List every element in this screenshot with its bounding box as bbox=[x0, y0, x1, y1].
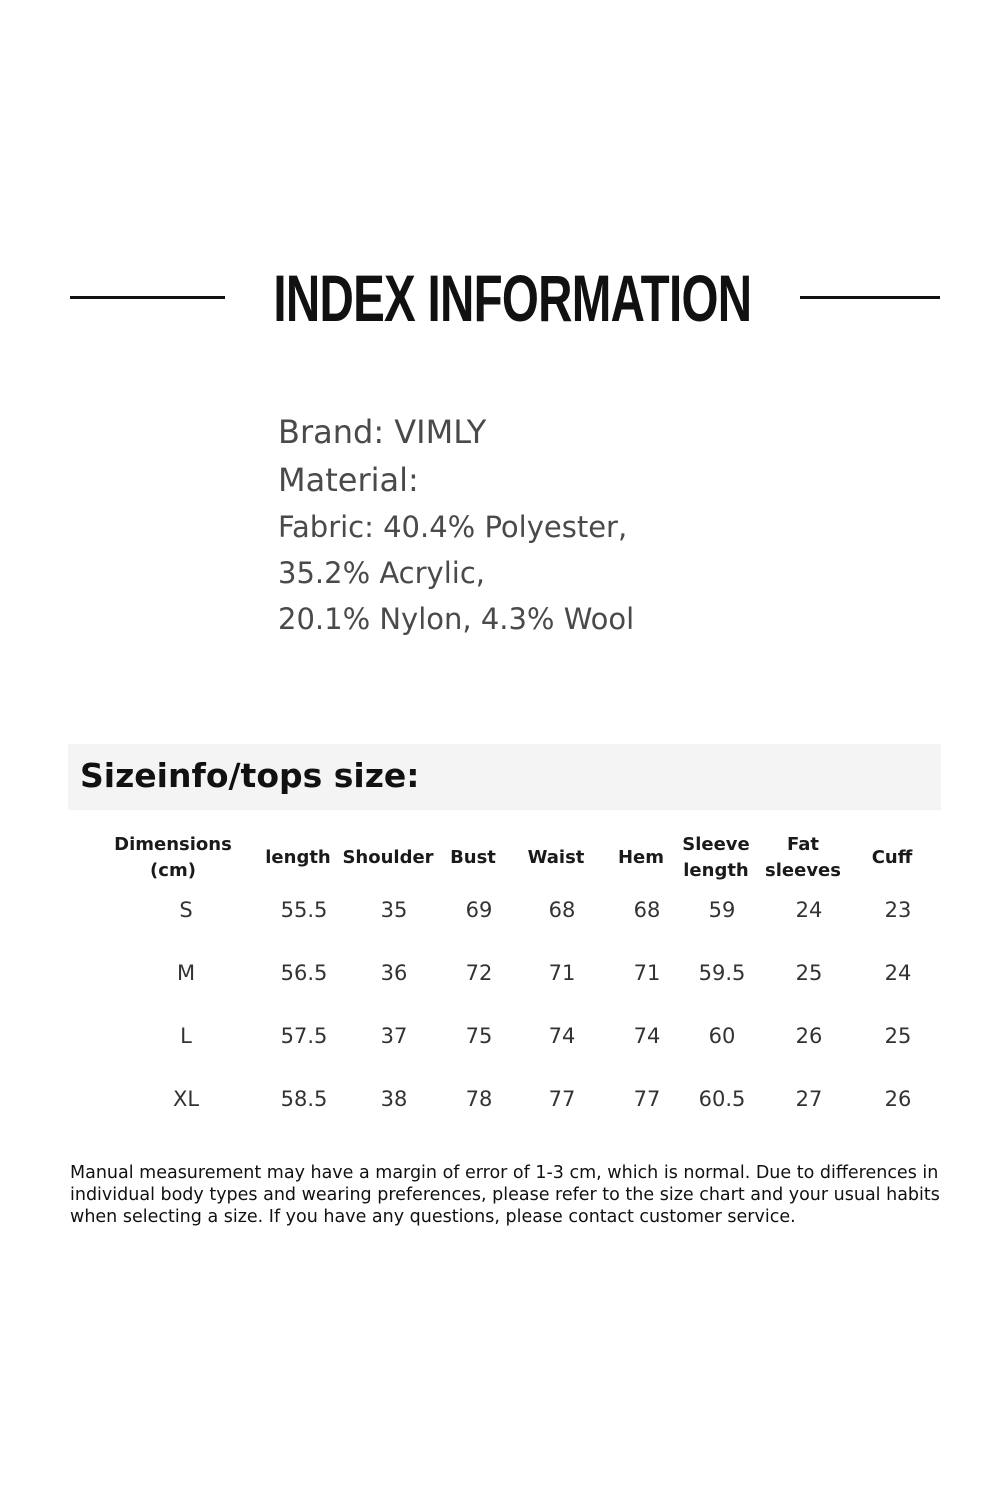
table-cell: 24 bbox=[795, 898, 823, 922]
column-header: Dimensions (cm) bbox=[114, 834, 232, 881]
table-cell: 71 bbox=[633, 961, 661, 985]
table-cell: 23 bbox=[884, 898, 912, 922]
table-cell: 57.5 bbox=[280, 1024, 328, 1048]
table-cell: 38 bbox=[380, 1087, 408, 1111]
table-cell: 36 bbox=[380, 961, 408, 985]
column-header: Waist bbox=[527, 847, 585, 868]
table-cell: 72 bbox=[465, 961, 493, 985]
table-cell: 60 bbox=[708, 1024, 736, 1048]
title-rule-right bbox=[800, 296, 940, 299]
table-cell: 69 bbox=[465, 898, 493, 922]
table-cell: 25 bbox=[795, 961, 823, 985]
table-cell: 74 bbox=[548, 1024, 576, 1048]
table-cell: 77 bbox=[633, 1087, 661, 1111]
brand-line: Brand: VIMLY bbox=[278, 413, 487, 451]
table-row bbox=[70, 1079, 940, 1119]
table-cell: 25 bbox=[884, 1024, 912, 1048]
size-label-cell: XL bbox=[172, 1087, 200, 1111]
column-header: Cuff bbox=[871, 847, 913, 868]
page-title: INDEX INFORMATION bbox=[273, 261, 752, 335]
fabric-line: 20.1% Nylon, 4.3% Wool bbox=[278, 602, 635, 636]
table-cell: 37 bbox=[380, 1024, 408, 1048]
table-cell: 77 bbox=[548, 1087, 576, 1111]
table-row bbox=[70, 953, 940, 993]
table-cell: 26 bbox=[795, 1024, 823, 1048]
table-cell: 68 bbox=[633, 898, 661, 922]
column-header: Fat sleeves bbox=[765, 834, 841, 881]
table-cell: 59 bbox=[708, 898, 736, 922]
table-cell: 56.5 bbox=[280, 961, 328, 985]
size-label-cell: M bbox=[176, 961, 196, 985]
column-header: Bust bbox=[450, 847, 496, 868]
table-cell: 68 bbox=[548, 898, 576, 922]
table-cell: 78 bbox=[465, 1087, 493, 1111]
table-cell: 24 bbox=[884, 961, 912, 985]
column-header: length bbox=[265, 847, 331, 868]
size-info-heading: Sizeinfo/tops size: bbox=[80, 756, 420, 795]
fabric-line: 35.2% Acrylic, bbox=[278, 556, 485, 590]
size-label-cell: S bbox=[179, 898, 193, 922]
column-header: Sleeve length bbox=[682, 834, 750, 881]
column-header: Hem bbox=[617, 847, 665, 868]
size-info-banner bbox=[68, 744, 941, 810]
table-cell: 59.5 bbox=[698, 961, 746, 985]
measurement-note: Manual measurement may have a margin of error of 1-3 cm, which is normal. Due to differences in individual body types and wearing preferences, please refer to the size chart and your usual habits when selecting a size. If you have any questions, please contact customer service. bbox=[70, 1163, 940, 1227]
table-row bbox=[70, 1016, 940, 1056]
material-label: Material: bbox=[278, 461, 419, 499]
column-header: Shoulder bbox=[342, 847, 434, 868]
table-cell: 74 bbox=[633, 1024, 661, 1048]
product-info bbox=[278, 408, 918, 642]
table-row bbox=[70, 890, 940, 930]
table-cell: 71 bbox=[548, 961, 576, 985]
table-cell: 75 bbox=[465, 1024, 493, 1048]
table-cell: 35 bbox=[380, 898, 408, 922]
table-cell: 58.5 bbox=[280, 1087, 328, 1111]
table-cell: 27 bbox=[795, 1087, 823, 1111]
table-cell: 55.5 bbox=[280, 898, 328, 922]
fabric-line: Fabric: 40.4% Polyester, bbox=[278, 510, 628, 544]
size-label-cell: L bbox=[180, 1024, 192, 1048]
table-cell: 60.5 bbox=[698, 1087, 746, 1111]
table-cell: 26 bbox=[884, 1087, 912, 1111]
